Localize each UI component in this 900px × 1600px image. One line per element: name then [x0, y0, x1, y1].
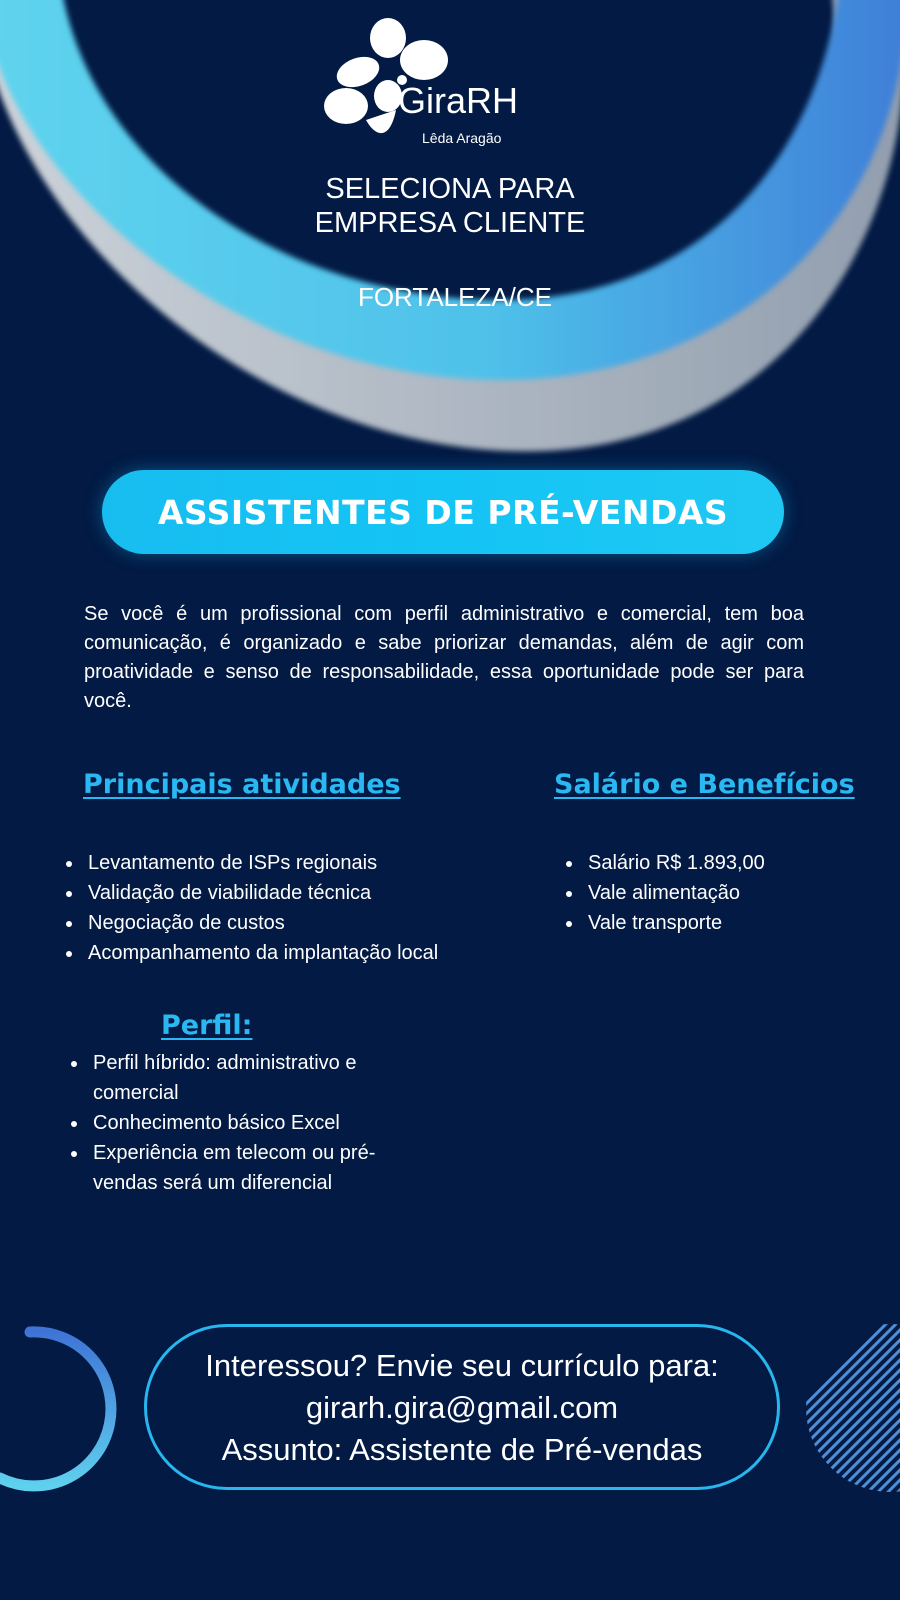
profile-title: Perfil: [161, 1010, 253, 1041]
list-item: • Perfil híbrido: administrativo e comercial [89, 1048, 419, 1108]
job-title: ASSISTENTES DE PRÉ-VENDAS [157, 492, 729, 532]
salary-list [562, 848, 900, 938]
list-item: • Vale alimentação [584, 878, 900, 908]
list-item: • Validação de viabilidade técnica [84, 878, 524, 908]
list-item: • Acompanhamento da implantação local [84, 938, 524, 968]
brand-subtitle: Lêda Aragão [422, 130, 502, 146]
list-item: • Levantamento de ISPs regionais [84, 848, 524, 878]
city-label: FORTALEZA/CE [357, 282, 553, 312]
activities-list [62, 848, 524, 968]
list-item: • Conhecimento básico Excel [89, 1108, 419, 1138]
list-item: • Salário R$ 1.893,00 [584, 848, 900, 878]
list-item: • Vale transporte [584, 908, 900, 938]
brand-name: GiraRH [398, 80, 519, 121]
salary-title: Salário e Benefícios [554, 769, 855, 800]
contact-box [144, 1324, 780, 1490]
contact-email[interactable]: girarh.gira@gmail.com [305, 1390, 619, 1425]
headline-line-1: SELECIONA PARA [325, 173, 575, 205]
headline-line-2: EMPRESA CLIENTE [314, 207, 586, 239]
profile-list [67, 1048, 419, 1198]
contact-subject: Assunto: Assistente de Pré-vendas [221, 1432, 703, 1467]
intro-paragraph: Se você é um profissional com perfil administrativo e comercial, tem boa comunicação, é organizado e sabe priorizar demandas, além de agir com proatividade e senso de responsabilidade, essa oportunidade pode ser para você. [84, 603, 804, 712]
job-title-banner [102, 470, 784, 554]
activities-title: Principais atividades [83, 769, 401, 800]
contact-cta: Interessou? Envie seu currículo para: [205, 1348, 719, 1383]
list-item: • Negociação de custos [84, 908, 524, 938]
list-item: • Experiência em telecom ou pré-vendas será um diferencial [89, 1138, 419, 1198]
headline [0, 172, 900, 240]
